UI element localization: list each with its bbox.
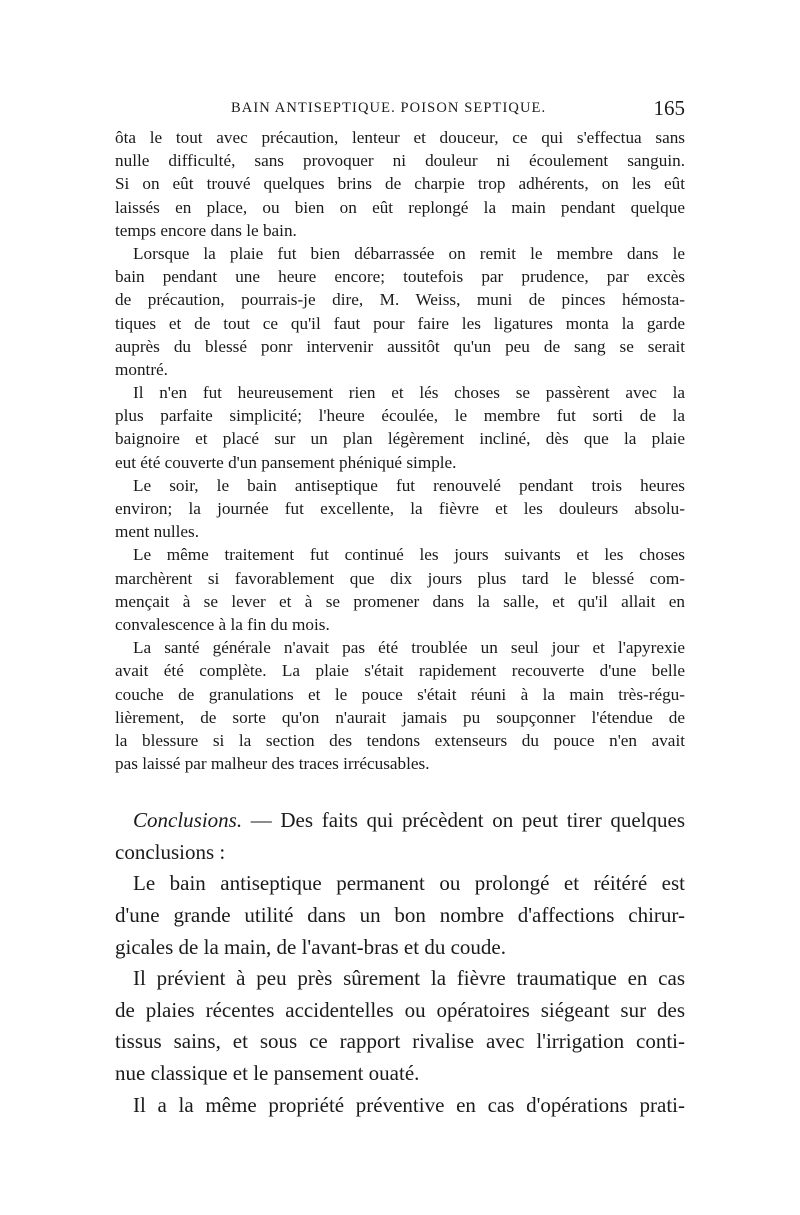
text-line: baignoire et placé sur un plan légèrement incliné, dès que la plaie — [115, 429, 685, 449]
text-line: plus parfaite simplicité; l'heure écoulée, le membre fut sorti de la — [115, 406, 685, 426]
text-line: Le même traitement fut continué les jours suivants et les choses — [133, 545, 685, 565]
text-line: la blessure si la section des tendons extenseurs du pouce n'en avait — [115, 730, 685, 750]
text-line: Il n'en fut heureusement rien et lés choses se passèrent avec la — [133, 383, 685, 403]
conclusion-text-line: nue classique et le pansement ouaté. — [115, 1061, 420, 1085]
conclusion-text-line: Il a la même propriété préventive en cas d'opérations prati- — [133, 1092, 685, 1117]
conclusion-text-line: d'une grande utilité dans un bon nombre d'affections chirur- — [115, 903, 685, 928]
conclusion-text-line: Le bain antiseptique permanent ou prolongé et réitéré est — [133, 871, 685, 896]
conclusions-intro-end: conclusions : — [115, 839, 226, 864]
text-line: ôta le tout avec précaution, lenteur et douceur, ce qui s'effectua sans — [115, 128, 685, 147]
text-line: eut été couverte d'un pansement phéniqué simple. — [115, 452, 457, 472]
text-line: avait été complète. La plaie s'était rapidement recouverte d'une belle — [115, 661, 685, 681]
text-line: bain pendant une heure encore; toutefois par prudence, par excès — [115, 267, 685, 287]
conclusions-label: Conclusions. — [133, 808, 243, 833]
conclusion-text-line: gicales de la main, de l'avant-bras et du coude. — [115, 934, 506, 959]
conclusion-text-line: Il prévient à peu près sûrement la fièvre traumatique en cas — [133, 966, 685, 991]
text-line: couche de granulations et le pouce s'était réuni à la main très-régu- — [115, 684, 685, 704]
text-line: environ; la journée fut excellente, la fièvre et les douleurs absolu- — [115, 499, 685, 518]
text-line: tiques et de tout ce qu'il faut pour faire les ligatures monta la garde — [115, 313, 685, 333]
conclusions-heading-line — [115, 805, 685, 837]
running-head — [115, 96, 685, 122]
text-line: nulle difficulté, sans provoquer ni douleur ni écoulement sanguin. — [115, 151, 685, 171]
text-line: mençait à se lever et à se promener dans la salle, et qu'il allait en — [115, 591, 685, 611]
text-line: pas laissé par malheur des traces irrécusables. — [115, 754, 430, 774]
text-line: Le soir, le bain antiseptique fut renouvelé pendant trois heures — [133, 475, 685, 495]
text-line: La santé générale n'avait pas été troublée un seul jour et l'apyrexie — [133, 638, 685, 658]
page-text — [115, 126, 685, 1121]
conclusion-text-line: de plaies récentes accidentelles ou opératoires siégeant sur des — [115, 997, 685, 1022]
conclusion-text-line: tissus sains, et sous ce rapport rivalise avec l'irrigation conti- — [115, 1029, 685, 1054]
running-title: BAIN ANTISEPTIQUE. POISON SEPTIQUE. — [231, 100, 547, 116]
text-line: marchèrent si favorablement que dix jours plus tard le blessé com- — [115, 568, 685, 588]
text-line: lièrement, de sorte qu'on n'aurait jamais pu soupçonner l'étendue de — [115, 707, 685, 727]
text-line: Si on eût trouvé quelques brins de charpie trop adhérents, on les eût — [115, 174, 685, 194]
conclusions-intro: — Des faits qui précèdent on peut tirer quelques — [242, 808, 685, 833]
text-line: convalescence à la fin du mois. — [115, 614, 330, 634]
text-line: laissés en place, ou bien on eût replongé la main pendant quelque — [115, 197, 685, 217]
text-line: de précaution, pourrais-je dire, M. Weiss, muni de pinces hémosta- — [115, 290, 685, 310]
body-paragraphs — [115, 126, 685, 775]
text-line: montré. — [115, 359, 168, 379]
text-line: ment nulles. — [115, 522, 200, 542]
text-line: temps encore dans le bain. — [115, 220, 297, 240]
text-line: Lorsque la plaie fut bien débarrassée on remit le membre dans le — [133, 243, 685, 263]
text-line: auprès du blessé ponr intervenir aussitôt qu'un peu de sang se serait — [115, 336, 685, 356]
conclusions-section — [115, 805, 685, 1121]
page-number: 165 — [653, 96, 685, 120]
